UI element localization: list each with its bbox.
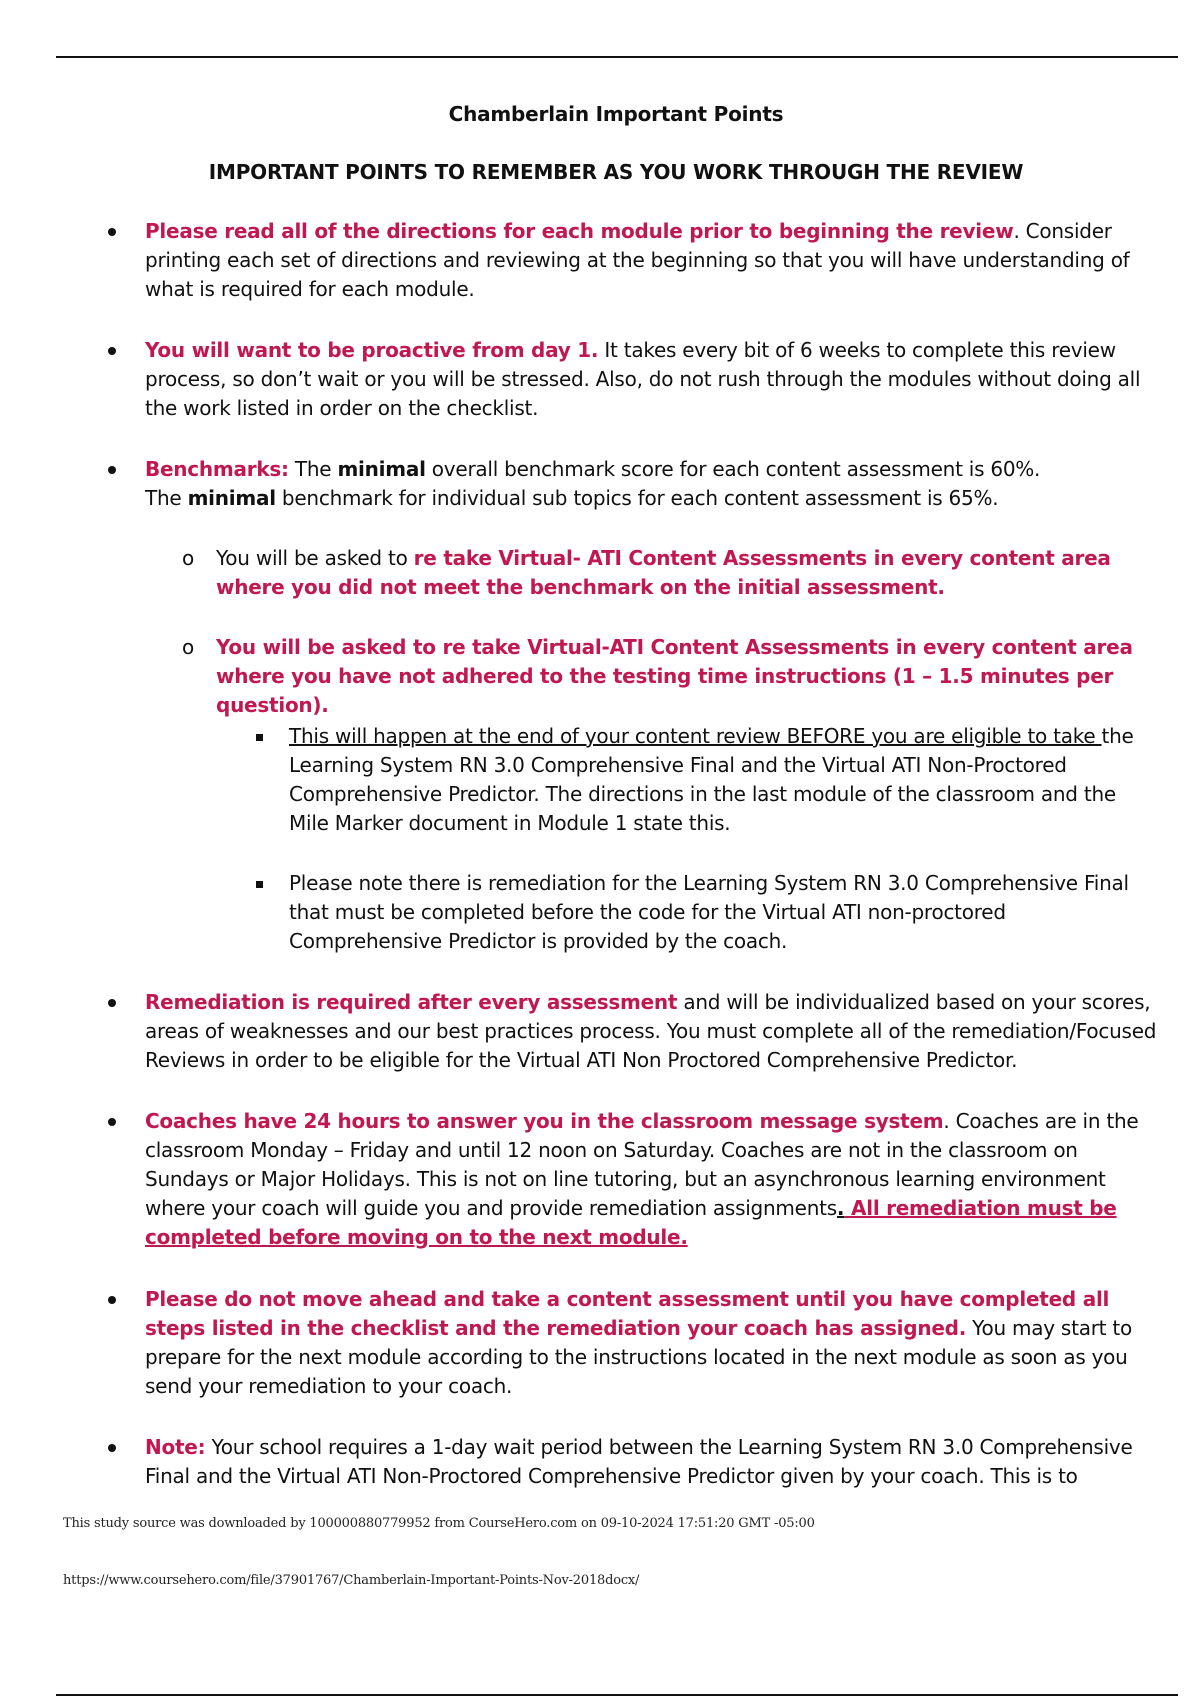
sub-sub-item-text: Please note there is remediation for the Learning System RN 3.0 Comprehensive Final that must be completed before the code for the Virtual ATI non-proctored Comprehensive Predictor is provided by the coach. [289, 871, 1129, 953]
bullet-dot-text: . [836, 1196, 845, 1220]
bullet-lead: Coaches have 24 hours to answer you in the classroom message system [145, 1109, 944, 1133]
bullet-text [145, 336, 1165, 423]
download-note: This study source was downloaded by 100000880779952 from CourseHero.com on 09-10-2024 17:51:20 GMT -05:00 [63, 1516, 815, 1531]
sub-item-plain: You will be asked to [216, 546, 414, 570]
bullet-dot [108, 1444, 116, 1452]
bullet-dot [108, 347, 116, 355]
benchmark-line-2 [145, 484, 1165, 513]
bullet-rest: . Consider printing each set of directions and reviewing at the beginning so that you will have understanding of what is required for each module. [145, 219, 1130, 301]
bullet-text [145, 1433, 1165, 1491]
bullet-rest: and will be individualized based on your scores, areas of weaknesses and our best practices process. You must complete all of the remediation/Focused Reviews in order to be eligible for the Virtual ATI Non Proctored Comprehensive Predictor. [145, 990, 1157, 1072]
bullet-text [145, 1285, 1165, 1401]
bullet-text [145, 1107, 1165, 1252]
benchmark-bold: minimal [187, 486, 276, 510]
square-bullet [256, 734, 263, 741]
source-url[interactable]: https://www.coursehero.com/file/37901767/Chamberlain-Important-Points-Nov-2018docx/ [63, 1573, 640, 1588]
bullet-dot [108, 466, 116, 474]
bullet-text [145, 455, 1165, 513]
benchmark-line-1 [145, 455, 1165, 484]
bullet-dot [108, 999, 116, 1007]
bullet-lead: Please do not move ahead and take a content assessment until you have completed all steps listed in the checklist and the remediation your coach has assigned. [145, 1287, 1110, 1340]
bullet-dot [108, 228, 116, 236]
sub-item-red: re take Virtual- ATI Content Assessments in every content area where you did not meet the benchmark on the initial assessment. [216, 546, 1111, 599]
bullet-lead: Remediation is required after every assessment [145, 990, 678, 1014]
sub-item-text [216, 544, 1166, 602]
benchmark-bold: minimal [337, 457, 426, 481]
bullet-rest: . Coaches are in the classroom Monday – Friday and until 12 noon on Saturday. Coaches are not in the classroom on Sundays or Major Holidays. This is not on line tutoring, but an asynchronous learning environment where your coach will guide you and provide remediation assignments [145, 1109, 1139, 1220]
bullet-text [145, 217, 1165, 304]
sub-sub-item-rest: the Learning System RN 3.0 Comprehensive Final and the Virtual ATI Non-Proctored Comprehensive Predictor. The directions in the last module of the classroom and the Mile Marker document in Module 1 state this. [289, 724, 1134, 835]
bullet-lead: Note: [145, 1435, 206, 1459]
bullet-tail: All remediation must be completed before moving on to the next module. [145, 1196, 1117, 1249]
square-bullet [256, 881, 263, 888]
bullet-rest: It takes every bit of 6 weeks to complete this review process, so don’t wait or you will be stressed. Also, do not rush through the modules without doing all the work listed in order on the checklist. [145, 338, 1141, 420]
bullet-dot [108, 1296, 116, 1304]
sub-item-red: You will be asked to re take Virtual-ATI Content Assessments in every content area where you have not adhered to the testing time instructions (1 – 1.5 minutes per question). [216, 635, 1133, 717]
bottom-rule [56, 1694, 1178, 1696]
sub-item-text [216, 633, 1166, 720]
sub-sub-item-text [289, 722, 1149, 838]
bullet-rest: You may start to prepare for the next module according to the instructions located in the next module as soon as you send your remediation to your coach. [145, 1316, 1132, 1398]
benchmark-text: The [145, 486, 188, 510]
bullet-dot [108, 1118, 116, 1126]
benchmark-text: The [288, 457, 338, 481]
benchmark-text: benchmark for individual sub topics for each content assessment is 65%. [275, 486, 999, 510]
underlined-text: This will happen at the end of your content review BEFORE you are eligible to take [289, 724, 1102, 748]
bullet-rest: Your school requires a 1-day wait period between the Learning System RN 3.0 Comprehensive Final and the Virtual ATI Non-Proctored Comprehensive Predictor given by your coach. This is to [145, 1435, 1133, 1488]
bullet-lead: You will want to be proactive from day 1. [145, 338, 599, 362]
bullet-text [145, 988, 1165, 1075]
document-title: Chamberlain Important Points [448, 102, 784, 126]
sub-marker: o [182, 546, 195, 570]
document-subtitle: IMPORTANT POINTS TO REMEMBER AS YOU WORK THROUGH THE REVIEW [208, 160, 1024, 184]
benchmark-text: overall benchmark score for each content assessment is 60%. [425, 457, 1041, 481]
bullet-lead: Please read all of the directions for each module prior to beginning the review [145, 219, 1014, 243]
sub-marker: o [182, 635, 195, 659]
bullet-lead: Benchmarks: [145, 457, 289, 481]
top-rule [56, 56, 1178, 58]
